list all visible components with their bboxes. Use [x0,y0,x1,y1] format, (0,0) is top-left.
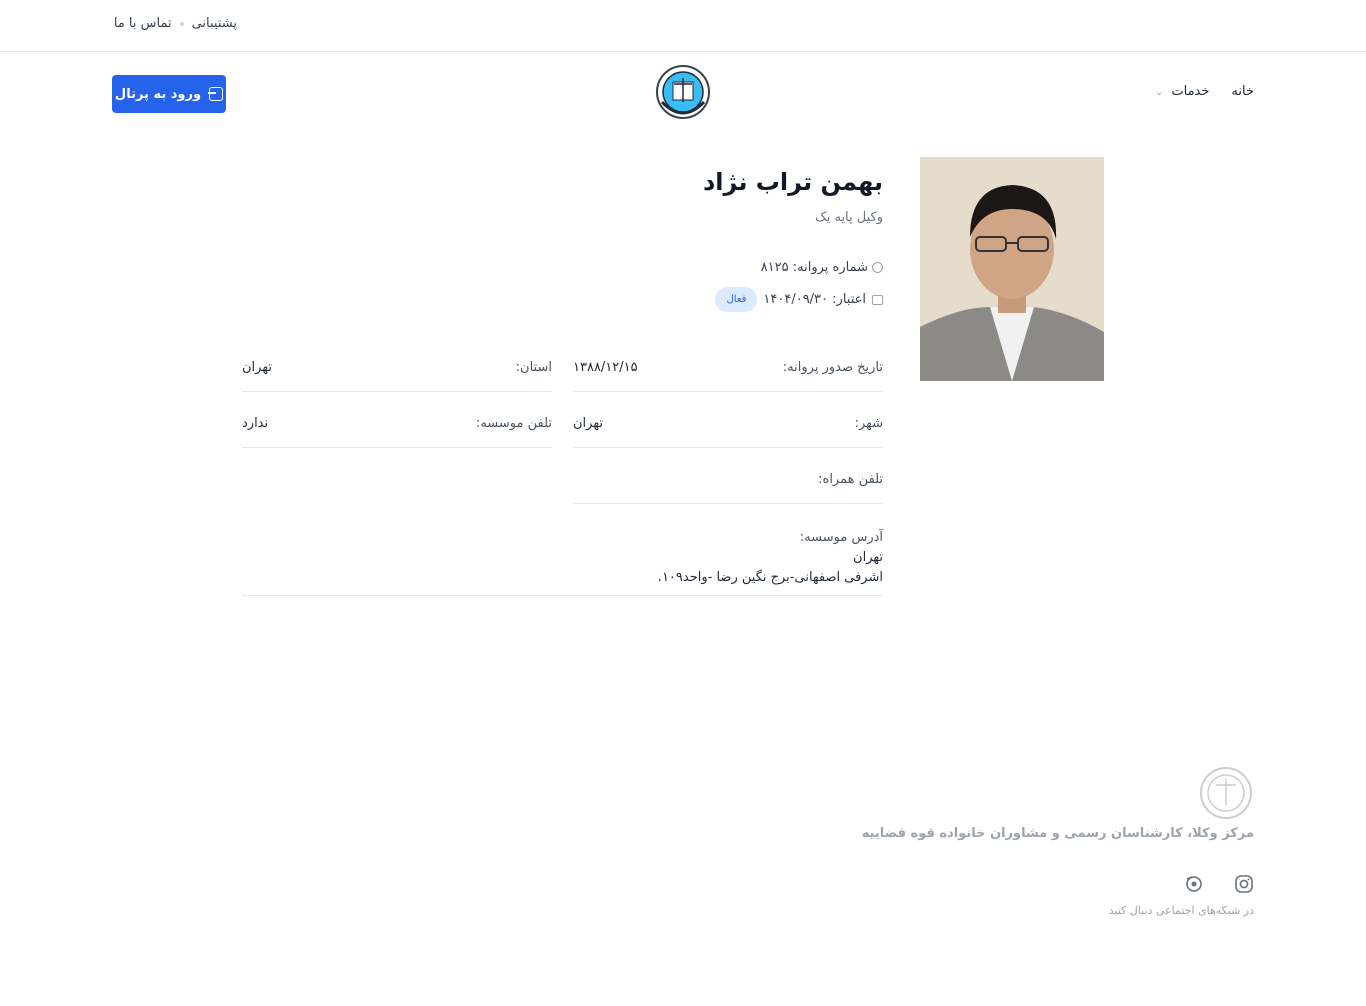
top-bar [0,0,1366,52]
issue-date-label: تاریخ صدور پروانه: [782,360,883,375]
portal-button-label: ورود به پرتال [114,86,202,102]
city-label: شهر: [854,416,883,431]
province-value: تهران [242,360,272,375]
social-icons [1184,874,1254,894]
nav-services-label: خدمات [1171,84,1210,99]
judiciary-logo [654,64,712,124]
province-field [242,360,552,392]
mobile-field [573,472,883,504]
city-field [573,416,883,448]
validity-text: اعتبار: ۱۴۰۴/۰۹/۳۰ [763,292,866,307]
lawyer-name: بهمن تراب نژاد [702,168,883,196]
office-phone-label: تلفن موسسه: [475,416,552,431]
nav-services[interactable] [1155,84,1210,99]
separator-dot [180,22,184,26]
lawyer-rank: وکیل پایه یک [815,210,883,225]
license-number [761,260,883,275]
contact-link[interactable]: تماس با ما [113,16,172,31]
city-value: تهران [573,416,603,431]
top-links [114,16,237,31]
instagram-icon[interactable] [1234,874,1254,894]
issue-date-value: ۱۳۸۸/۱۲/۱۵ [573,360,638,375]
footer-logo [1198,765,1254,821]
office-phone-value: ندارد [242,416,269,431]
license-validity [715,287,883,312]
address-label: آدرس موسسه: [799,530,883,545]
mobile-label: تلفن همراه: [818,472,883,487]
address-field [242,528,883,596]
license-text: شماره پروانه: ۸۱۲۵ [760,260,868,275]
footer-title: مرکز وکلا، کارشناسان رسمی و مشاوران خانواده قوه قضاییه [861,826,1254,841]
portal-login-button[interactable] [112,75,226,113]
bale-icon[interactable] [1184,874,1204,894]
follow-text: در شبکه‌های اجتماعی دنبال کنید [1108,904,1254,917]
chevron-down-icon: ⌄ [1154,87,1164,98]
office-phone-field [242,416,552,448]
issue-date-field [573,360,883,392]
address-line: اشرفی اصفهانی-برج نگین رضا -واحد۱۰۹. [657,570,883,585]
nav-menu [1155,84,1254,99]
support-link[interactable]: پشتیبانی [191,16,237,31]
calendar-icon [872,295,883,305]
status-badge: فعال [715,287,757,312]
nav-home[interactable]: خانه [1231,84,1254,99]
address-city: تهران [853,550,883,565]
lawyer-photo [920,157,1104,381]
check-circle-icon [872,262,883,273]
province-label: استان: [515,360,552,375]
login-icon [209,87,223,101]
